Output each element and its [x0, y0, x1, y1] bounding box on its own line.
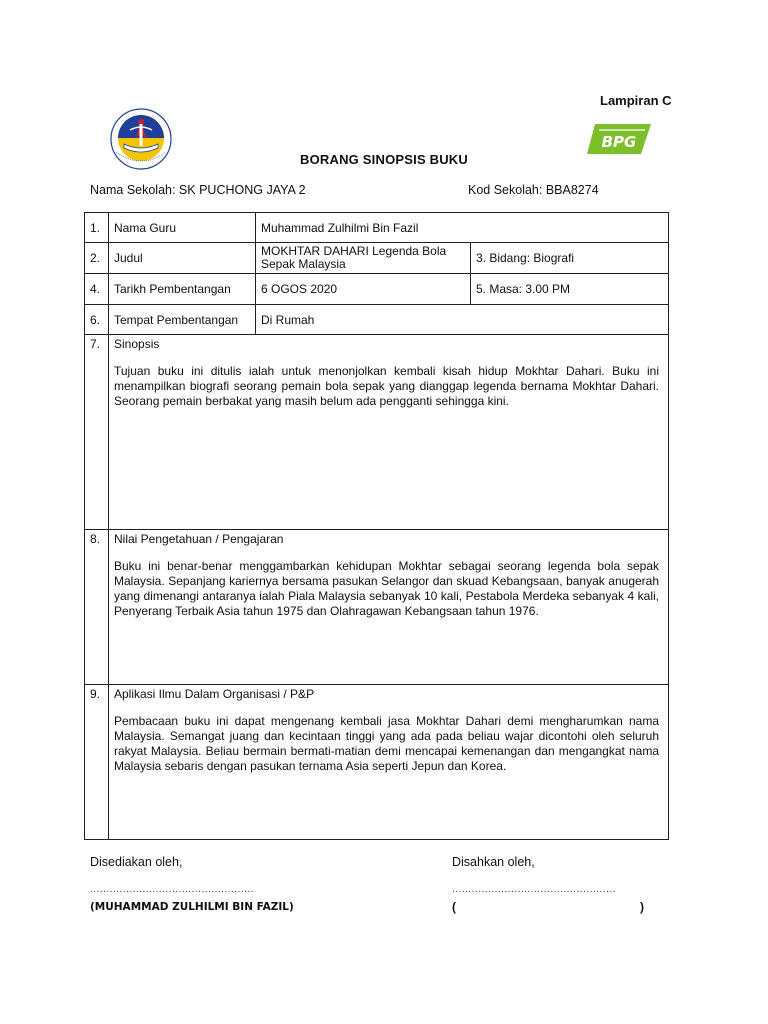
tarikh-value: 6 OGOS 2020 [256, 274, 471, 305]
judul-label: Judul [109, 243, 256, 274]
approved-signature-line: .................................................. [452, 884, 616, 895]
nilai-text: Buku ini benar-benar menggambarkan kehidupan Mokhtar sebagai seorang legenda bola sepak Malaysia. Sepanjang kariernya bersama pasukan Selangor dan skuad Kebangsaan, banyak anugerah yang dimenangi antaranya ialah Piala Malaysia sebanyak 10 kali, Pestabola Merdeka sebanyak 4 kali, Penyerang Terbaik Asia tahun 1975 dan Olahragawan Kebangsaan tahun 1976. [114, 559, 660, 618]
prepared-by-name: (MUHAMMAD ZULHILMI BIN FAZIL) [90, 901, 294, 913]
sinopsis-heading: Sinopsis [114, 337, 160, 351]
nilai-cell [109, 530, 669, 685]
row-number: 6. [85, 305, 109, 335]
table-row-judul [85, 243, 669, 274]
table-row-sinopsis [85, 335, 669, 530]
masa-value: 5. Masa: 3.00 PM [471, 274, 669, 305]
nama-guru-value: Muhammad Zulhilmi Bin Fazil [256, 213, 669, 243]
approved-paren-open: ( [452, 900, 456, 914]
approved-by-label: Disahkan oleh, [452, 855, 535, 869]
bidang-value: 3. Bidang: Biografi [471, 243, 669, 274]
sinopsis-cell [109, 335, 669, 530]
aplikasi-cell [109, 685, 669, 840]
tarikh-label: Tarikh Pembentangan [109, 274, 256, 305]
nama-guru-label: Nama Guru [109, 213, 256, 243]
tempat-label: Tempat Pembentangan [109, 305, 256, 335]
school-code: Kod Sekolah: BBA8274 [468, 183, 599, 197]
table-row-nilai [85, 530, 669, 685]
aplikasi-heading: Aplikasi Ilmu Dalam Organisasi / P&P [114, 687, 315, 701]
synopsis-form-table [84, 212, 669, 840]
row-number: 4. [85, 274, 109, 305]
table-row-tempat [85, 305, 669, 335]
form-title: BORANG SINOPSIS BUKU [300, 152, 468, 167]
aplikasi-text: Pembacaan buku ini dapat mengenang kembali jasa Mokhtar Dahari demi mengharumkan nama Malaysia. Semangat juang dan kecintaan tinggi yang ada pada beliau wajar dicontohi oleh seluruh rakyat Malaysia. Beliau bermain bermati-matian demi mencapai kemenangan dan mengangkat nama Malaysia sebaris dengan pasukan ternama Asia seperti Jepun dan Korea. [114, 714, 660, 773]
row-number: 1. [85, 213, 109, 243]
judul-value [256, 243, 471, 274]
judul-text: MOKHTAR DAHARI Legenda Bola Sepak Malaysia [261, 244, 447, 271]
prepared-by-label: Disediakan oleh, [90, 855, 183, 869]
row-number: 8. [85, 530, 109, 685]
sinopsis-text: Tujuan buku ini ditulis ialah untuk menonjolkan kembali kisah hidup Mokhtar Dahari. Buku ini menampilkan biografi seorang pemain bola sepak yang dianggap legenda bernama Mokhtar Dahari. Seorang pemain berbakat yang masih belum ada pengganti sehingga kini. [114, 364, 660, 408]
nilai-heading: Nilai Pengetahuan / Pengajaran [114, 532, 284, 546]
approved-paren-close: ) [640, 900, 644, 914]
table-row-tarikh [85, 274, 669, 305]
svg-text:BPG: BPG [601, 133, 637, 151]
row-number: 9. [85, 685, 109, 840]
school-name: Nama Sekolah: SK PUCHONG JAYA 2 [90, 183, 306, 197]
table-row-aplikasi [85, 685, 669, 840]
prepared-signature-line: .................................................. [90, 884, 254, 895]
table-row-nama-guru [85, 213, 669, 243]
row-number: 2. [85, 243, 109, 274]
tempat-value: Di Rumah [256, 305, 669, 335]
lampiran-label: Lampiran C [600, 93, 672, 108]
row-number: 7. [85, 335, 109, 530]
